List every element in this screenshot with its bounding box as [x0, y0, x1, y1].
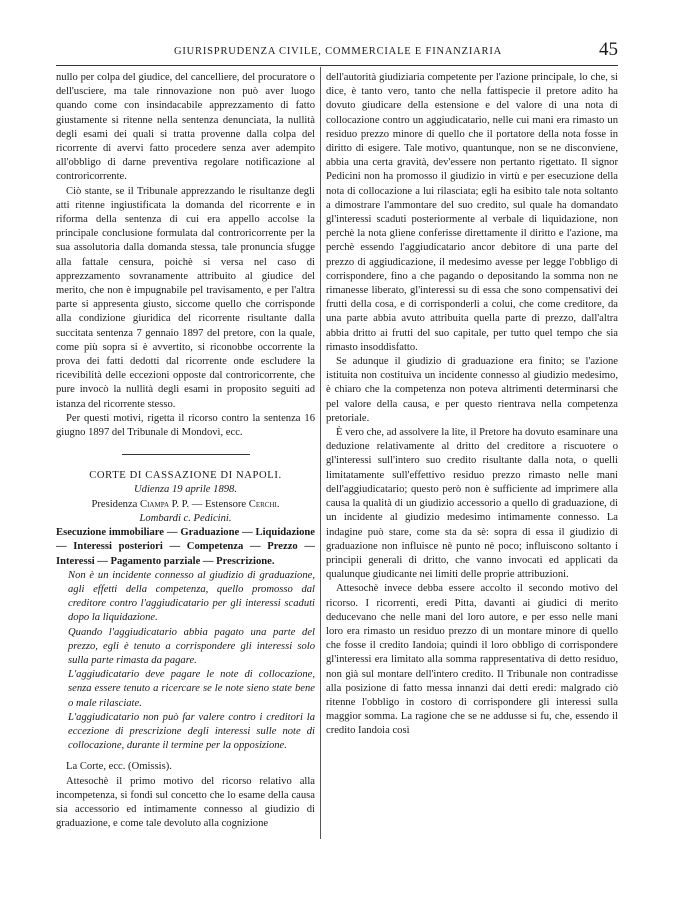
spacer — [56, 753, 315, 760]
section-separator — [122, 454, 250, 455]
legal-maxim: L'aggiudicatario non può far valere contro i creditori la eccezione di prescrizione degli interessi sulle note di collocazione, durante il termine per la opposizione. — [68, 711, 315, 752]
legal-maxim: L'aggiudicatario deve pagare le note di collocazione, senza essere tenuto a ricercare se le note sieno state bene o male rilasciate. — [68, 669, 315, 709]
paragraph: Per questi motivi, rigetta il ricorso contro la sentenza 16 giugno 1897 del Tribunale di Mondovì, ecc. — [56, 412, 315, 439]
extensor-name: Cerchi. — [248, 498, 280, 510]
paragraph: nullo per colpa del giudice, del cancelliere, del procuratore o dell'usciere, ma tale rinnovazione non può aver luogo quando come con insindacabile apprezzamento di fatto giustamente si ritenne nella sentenza denunciata, la nullità degli esami dei quali si tratta provenne dalla colpa del ricorrente di avervi fatto procedere senza aver adempito all'obbligo di darne preventiva regolare notificazione al controricorrente. — [56, 72, 315, 183]
court-heading: CORTE DI CASSAZIONE DI NAPOLI. — [89, 470, 282, 482]
president-title: P. P. — Estensore — [171, 498, 247, 510]
running-header — [56, 40, 618, 60]
journal-title: GIURISPRUDENZA CIVILE, COMMERCIALE E FINANZIARIA — [174, 46, 503, 57]
paragraph: È vero che, ad assolvere la lite, il Pretore ha dovuto esaminare una deduzione relativamente al dritto del creditore a riscuotere o gl'interessi sull'intero suo credito risultante dalla nota, o quelli limitatamente sull'effettivo residuo prezzo rimasto nelle mani dell'aggiudicatario; questo però non è sufficiente ad imprimere alla causa la qualità di un giudizio accessorio a quello di graduazione, di un incidente al giudizio medesimo intimamente connesso. La indagine può stare, come sta da sè: sopra di essa il giudizio di graduazione non influisce nè punto nè poco; influiscono soltanto i principii generali di dritto, che vanno invocati ed applicati da qualunque giudicante nei limiti delle proprie attribuzioni. — [326, 427, 618, 581]
right-column — [326, 71, 618, 739]
case-keywords: Esecuzione immobiliare — Graduazione — Liquidazione — Interessi posteriori — Competenza — Prezzo — Interessi — Pagamento parziale — Prescrizione. — [56, 527, 315, 567]
header-rule — [56, 65, 618, 66]
presidency-label: Presidenza — [91, 498, 138, 510]
page-number: 45 — [599, 39, 618, 60]
paragraph: Ciò stante, se il Tribunale apprezzando le risultanze degli atti ritenne ingiustificata la domanda del ricorrente e in riforma della sentenza di cui era appello accolse la principale conclusione formulata dal controricorrente per la sua assolutoria dalla domanda stessa, tale pronuncia sfugge alla fattale censura, poichè si versa nel caso di apprezzamento sovranamente attribuito al giudice del merito, che non è impugnabile pel travisamento, e per l'altra parte si appresenta giusto, siccome quello che corrisponde alla condizione giuridica del ricorrente risultante dalla succitata sentenza 7 gennaio 1897 del pretore, con la quale, come più sopra si è avvertito, si riconobbe occorrente la prova dei fatti dedotti dal ricorrente onde escludere la ricevibilità delle eccezioni opposte dal controricorrente, che pure invocò la nullità degli esami in proposito seguiti ad istanza del ricorrente stesso. — [56, 185, 315, 410]
column-divider — [320, 67, 321, 839]
paragraph: La Corte, ecc. (Omissis). — [66, 761, 172, 773]
hearing-date: Udienza 19 aprile 1898. — [134, 484, 237, 496]
case-parties: Lombardi c. Pedicini. — [139, 512, 232, 524]
legal-maxim: Quando l'aggiudicatario abbia pagato una parte del prezzo, egli è tenuto a corrispondere gli interessi solo sulla parte rimasta da pagare. — [68, 626, 315, 666]
left-column — [56, 71, 315, 831]
paragraph: Attesochè il primo motivo del ricorso relativo alla incompetenza, si fondi sul concetto che lo esame della causa sia accessorio ed intimamente connesso al giudizio di graduazione, e come tale devoluto alla cognizione — [56, 775, 315, 830]
paragraph: dell'autorità giudiziaria competente per l'azione principale, lo che, si dice, è tanto vero, tanto che nella fattispecie il pretore adito ha dovuto giudicare della estensione e del valore di una nota di collocazione contro un aggiudicatario, nelle cui mani era rimasto un residuo prezzo minore di quello che il portatore della nota fosse in diritto di esigere. Tale motivo, quantunque, non se ne disconviene, abbia una certa gravità, dev'essere non pertanto rigettato. Il signor Pedicini non ha promosso il giudizio in virtù e per esecuzione della nota di collocazione a lui rilasciata; egli ha esibito tale nota soltanto a dimostrare l'ammontare del suo credito, sul quale ha domandato gl'interessi scaduti posteriormente al verbale di liquidazione, non perchè la nota gliene conferisse direttamente il diritto e l'azione, ma perchè essendo l'aggiudicatario ancor debitore di una parte del prezzo di aggiudicazione, il medesimo avesse per legge l'obbligo di corrispondere, fino a che pagando o depositando la somma non ne rimanesse liberato, gl'interessi su di essa che sono compensativi dei frutti della cosa, e di corrisponderli a colui, che come creditore, da una parte abbia avuto attribuita quella parte di prezzo, dall'altra abbia dritto ai frutti del suo capitale, per tutto quel tempo che sia rimasto insoddisfatto. — [326, 72, 618, 353]
legal-maxim: Non è un incidente connesso al giudizio di graduazione, agli effetti della competenza, quello promosso dal creditore contro l'aggiudicatario per gli interessi scaduti dopo la liquidazione. — [68, 569, 315, 624]
paragraph: Attesochè invece debba essere accolto il secondo motivo del ricorso. I ricorrenti, eredi Pitta, davanti ai giudici di merito deducevano che nelle mani del loro autore, e per esso nelle mani loro era rimasto un residuo prezzo di un montare minore di quello che fosse il credito Iandoia; quindi il loro obbligo di corrispondere gl'interessi era limitato alla somma rappresentativa di detto residuo, non già sul montare dell'intero credito. Il Tribunale non contradisse alla posizione di fatto messa innanzi dai detti eredi: malgrado ciò ritenne l'obbligo in costoro di corrispondere gli interessi sulla maggior somma. La ragione che se ne addusse si fu, che, essendo il credito Iandoia così — [326, 583, 618, 737]
paragraph: Se adunque il giudizio di graduazione era finito; se l'azione istituita non costituiva un incidente connesso al giudizio medesimo, è chiaro che la competenza non poteva altrimenti determinarsi che pel valore della causa, e per questo rientrava nella competenza pretoriale. — [326, 356, 618, 424]
president-name: Ciampa — [140, 498, 170, 510]
presidency-line — [56, 498, 315, 512]
